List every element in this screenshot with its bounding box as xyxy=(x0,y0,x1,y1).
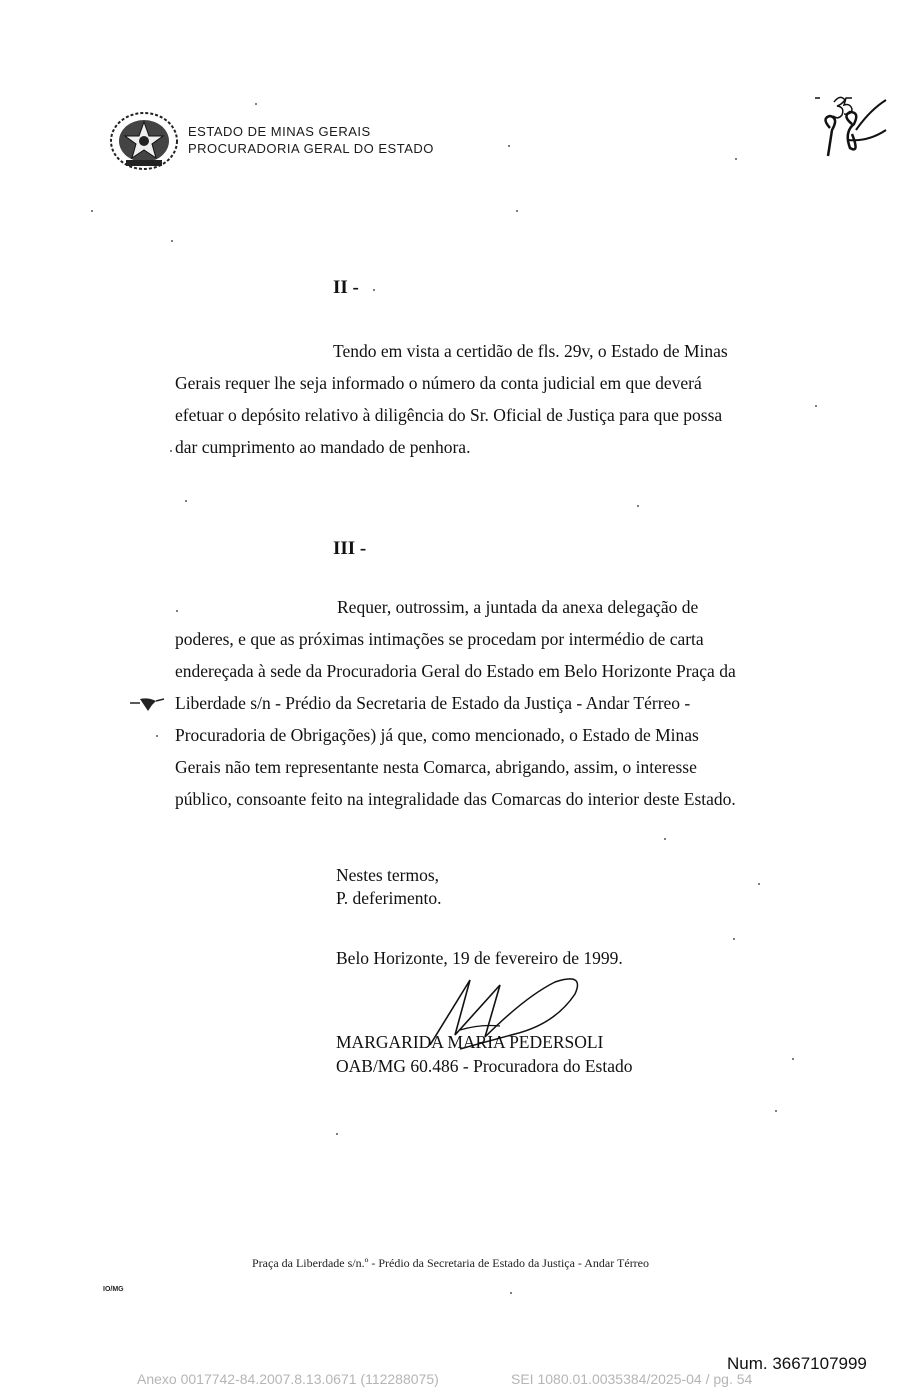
scan-speck xyxy=(664,838,666,840)
scan-speck xyxy=(735,158,737,160)
signer-role: OAB/MG 60.486 - Procuradora do Estado xyxy=(336,1056,633,1076)
section-ii-paragraph xyxy=(175,335,770,463)
text-line: Tendo em vista a certidão de fls. 29v, o Estado de Minas xyxy=(333,341,728,361)
scan-speck xyxy=(775,1110,777,1112)
place-and-date: Belo Horizonte, 19 de fevereiro de 1999. xyxy=(336,948,623,968)
section-ii-heading: II - xyxy=(333,277,359,298)
text-line: Procuradoria de Obrigações) já que, como mencionado, o Estado de Minas xyxy=(175,725,699,745)
scan-speck xyxy=(373,289,375,291)
punch-mark xyxy=(130,695,166,720)
footer-address: Praça da Liberdade s/n.º - Prédio da Secretaria de Estado da Justiça - Andar Térreo xyxy=(252,1256,650,1270)
handwritten-page-number xyxy=(812,88,892,163)
scan-speck xyxy=(255,103,257,105)
scan-speck xyxy=(516,210,518,212)
sei-reference: SEI 1080.01.0035384/2025-04 / pg. 54 xyxy=(511,1371,753,1387)
text-line: dar cumprimento ao mandado de penhora. xyxy=(175,437,471,457)
scan-speck xyxy=(733,938,735,940)
scan-speck xyxy=(171,240,173,242)
text-line: público, consoante feito na integralidade das Comarcas do interior deste Estado. xyxy=(175,789,736,809)
text-line: poderes, e que as próximas intimações se procedam por intermédio de carta xyxy=(175,629,704,649)
scan-speck xyxy=(792,1058,794,1060)
document-number-stamp: Num. 3667107999 xyxy=(727,1354,867,1373)
closing-request: P. deferimento. xyxy=(336,888,442,908)
section-iii-paragraph xyxy=(175,591,770,815)
printer-code: IO/MG xyxy=(103,1286,124,1293)
text-line: endereçada à sede da Procuradoria Geral do Estado em Belo Horizonte Praça da xyxy=(175,661,736,681)
coat-of-arms-seal xyxy=(108,110,180,172)
scan-speck xyxy=(156,735,158,737)
scan-speck xyxy=(815,405,817,407)
scan-speck xyxy=(508,145,510,147)
section-iii-heading: III - xyxy=(333,538,367,559)
header-agency: PROCURADORIA GERAL DO ESTADO xyxy=(188,141,434,156)
text-line: Requer, outrossim, a juntada da anexa delegação de xyxy=(337,597,699,617)
scan-speck xyxy=(91,210,93,212)
annex-reference: Anexo 0017742-84.2007.8.13.0671 (112288075) xyxy=(137,1371,439,1387)
header-state: ESTADO DE MINAS GERAIS xyxy=(188,124,371,139)
scan-speck xyxy=(336,1133,338,1135)
scan-speck xyxy=(176,610,178,612)
signer-name: MARGARIDA MARIA PEDERSOLI xyxy=(336,1032,604,1052)
scan-speck xyxy=(637,505,639,507)
text-line: efetuar o depósito relativo à diligência do Sr. Oficial de Justiça para que possa xyxy=(175,405,723,425)
scan-speck xyxy=(510,1292,512,1294)
scan-speck xyxy=(758,883,760,885)
closing-terms: Nestes termos, xyxy=(336,865,440,885)
scan-speck xyxy=(170,450,172,452)
text-line: Gerais requer lhe seja informado o número da conta judicial em que deverá xyxy=(175,373,702,393)
text-line: Gerais não tem representante nesta Comarca, abrigando, assim, o interesse xyxy=(175,757,697,777)
text-line: Liberdade s/n - Prédio da Secretaria de Estado da Justiça - Andar Térreo - xyxy=(175,693,691,713)
scan-speck xyxy=(185,500,187,502)
